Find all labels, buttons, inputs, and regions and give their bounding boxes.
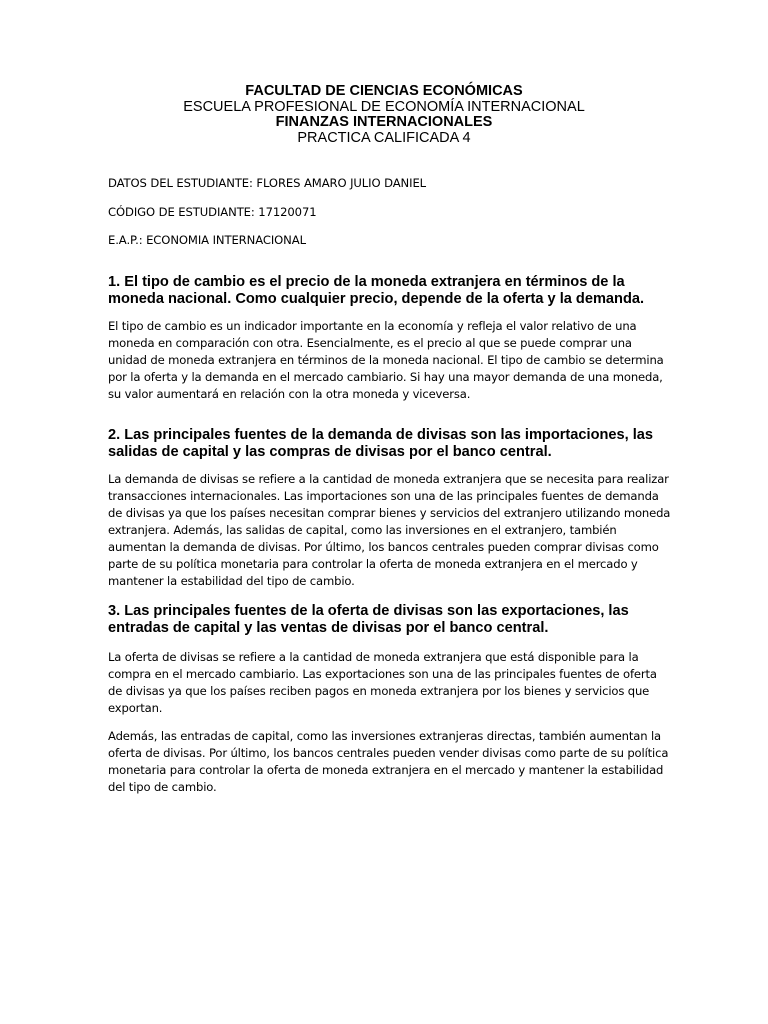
- answer-1-paragraph-1: El tipo de cambio es un indicador importante en la economía y refleja el valor relativo de una moneda en comparación con otra. Esencialmente, es el precio al que se puede comprar una unidad de moneda extranjera en términos de la moneda nacional. El tipo de cambio se determina por la oferta y la demanda en el mercado cambiario. Si hay una mayor demanda de una moneda, su valor aumentará en relación con la otra moneda y viceversa.: [108, 319, 664, 401]
- student-eap-line: E.A.P.: ECONOMIA INTERNACIONAL: [108, 233, 306, 247]
- course-title: FINANZAS INTERNACIONALES: [275, 114, 493, 130]
- question-1: 1. El tipo de cambio es el precio de la moneda extranjera en términos de la moneda nacional. Como cualquier precio, depende de la oferta y la demanda.: [108, 274, 645, 307]
- school-title: ESCUELA PROFESIONAL DE ECONOMÍA INTERNACIONAL: [183, 98, 585, 115]
- document-header: [0, 84, 768, 146]
- answer-3-paragraph-1: La oferta de divisas se refiere a la cantidad de moneda extranjera que está disponible para la compra en el mercado cambiario. Las exportaciones son una de las principales fuentes de oferta de divisas ya que los países reciben pagos en moneda extranjera por los bienes y servicios que exportan.: [108, 650, 657, 715]
- student-name-line: DATOS DEL ESTUDIANTE: FLORES AMARO JULIO DANIEL: [108, 176, 427, 190]
- answer-3-paragraph-2: Además, las entradas de capital, como las inversiones extranjeras directas, también aumentan la oferta de divisas. Por último, los bancos centrales pueden vender divisas como parte de su política monetaria para controlar la oferta de moneda extranjera en el mercado y mantener la estabilidad del tipo de cambio.: [108, 729, 669, 794]
- question-3: 3. Las principales fuentes de la oferta de divisas son las exportaciones, las entradas de capital y las ventas de divisas por el banco central.: [108, 603, 629, 636]
- faculty-title: FACULTAD DE CIENCIAS ECONÓMICAS: [245, 83, 523, 99]
- assignment-title: PRACTICA CALIFICADA 4: [297, 129, 471, 146]
- student-code-line: CÓDIGO DE ESTUDIANTE: 17120071: [108, 205, 317, 219]
- question-2: 2. Las principales fuentes de la demanda de divisas son las importaciones, las salidas de capital y las compras de divisas por el banco central.: [108, 427, 654, 460]
- answer-2-paragraph-1: La demanda de divisas se refiere a la cantidad de moneda extranjera que se necesita para realizar transacciones internacionales. Las importaciones son una de las principales fuentes de demanda de divisas ya que los países necesitan comprar bienes y servicios del extranjero utilizando moneda extranjera. Además, las salidas de capital, como las inversiones en el extranjero, también aumentan la demanda de divisas. Por último, los bancos centrales pueden comprar divisas como parte de su política monetaria para controlar la oferta de moneda extranjera en el mercado y mantener la estabilidad del tipo de cambio.: [108, 472, 671, 588]
